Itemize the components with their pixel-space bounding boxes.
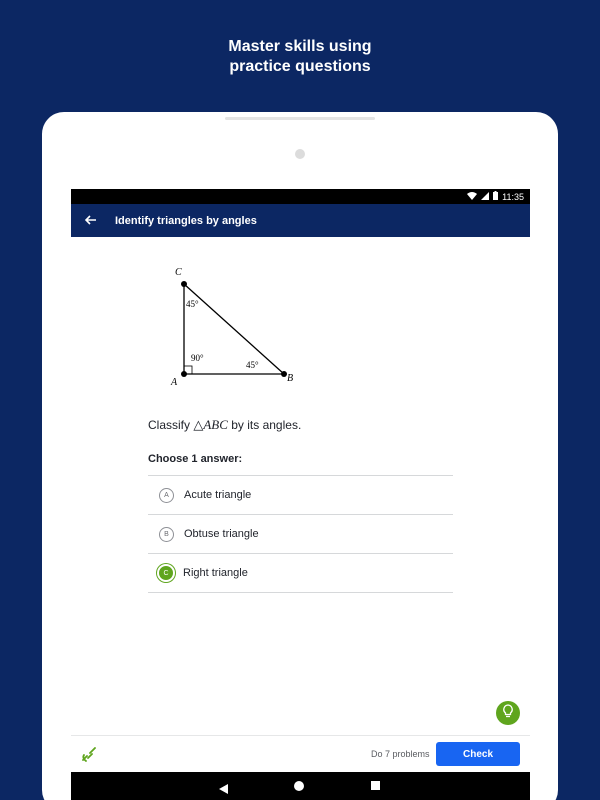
back-button[interactable]	[73, 204, 109, 237]
vertex-a-label: A	[171, 377, 178, 388]
android-nav-bar	[71, 772, 530, 800]
check-button[interactable]: Check	[436, 742, 520, 766]
app-screen	[71, 189, 530, 800]
choice-b-label: Obtuse triangle	[184, 528, 259, 540]
angle-a-label: 90°	[191, 353, 204, 363]
status-bar	[71, 189, 530, 204]
home-circle-icon[interactable]	[294, 781, 304, 791]
hint-button[interactable]	[496, 701, 520, 725]
prompt-math: △ABC	[193, 417, 228, 432]
page-title: Identify triangles by angles	[115, 214, 257, 227]
tablet-camera	[295, 149, 305, 159]
choice-c-label: Right triangle	[183, 567, 248, 579]
wifi-icon	[467, 192, 477, 202]
vertex-a-point	[181, 371, 187, 377]
question-prompt	[148, 417, 301, 433]
choose-instruction: Choose 1 answer:	[148, 453, 243, 465]
prompt-text-start: Classify	[148, 418, 194, 432]
tablet-frame	[42, 112, 558, 800]
progress-text: Do 7 problems	[371, 749, 430, 759]
lightbulb-icon	[502, 704, 514, 723]
back-triangle-icon[interactable]	[219, 781, 228, 799]
vertex-c-label: C	[175, 267, 182, 278]
vertex-c-point	[181, 281, 187, 287]
recents-square-icon[interactable]	[371, 781, 380, 790]
choice-b[interactable]	[148, 515, 453, 554]
headline	[0, 37, 600, 77]
arrow-left-icon	[85, 212, 97, 230]
triangle-figure	[166, 261, 306, 391]
choice-c[interactable]	[148, 554, 453, 593]
status-time: 11:35	[502, 191, 524, 202]
bottom-bar	[71, 735, 530, 772]
prompt-text-end: by its angles.	[227, 418, 302, 432]
choice-c-bubble: C	[159, 566, 173, 580]
tablet-speaker	[225, 117, 375, 120]
choice-a-label: Acute triangle	[184, 489, 252, 501]
answer-choices	[148, 475, 453, 593]
app-bar	[71, 204, 530, 237]
headline-line-2: practice questions	[229, 58, 371, 75]
choice-b-bubble: B	[159, 527, 174, 542]
exercise-content	[71, 237, 530, 735]
choice-a[interactable]	[148, 476, 453, 515]
angle-b-label: 45°	[246, 360, 259, 370]
headline-line-1: Master skills using	[228, 38, 372, 55]
choice-a-bubble: A	[159, 488, 174, 503]
signal-icon	[481, 192, 489, 202]
vertex-b-label: B	[287, 373, 294, 384]
pencil-tools-icon[interactable]	[81, 746, 97, 762]
battery-icon	[493, 191, 498, 202]
angle-c-label: 45°	[186, 299, 199, 309]
